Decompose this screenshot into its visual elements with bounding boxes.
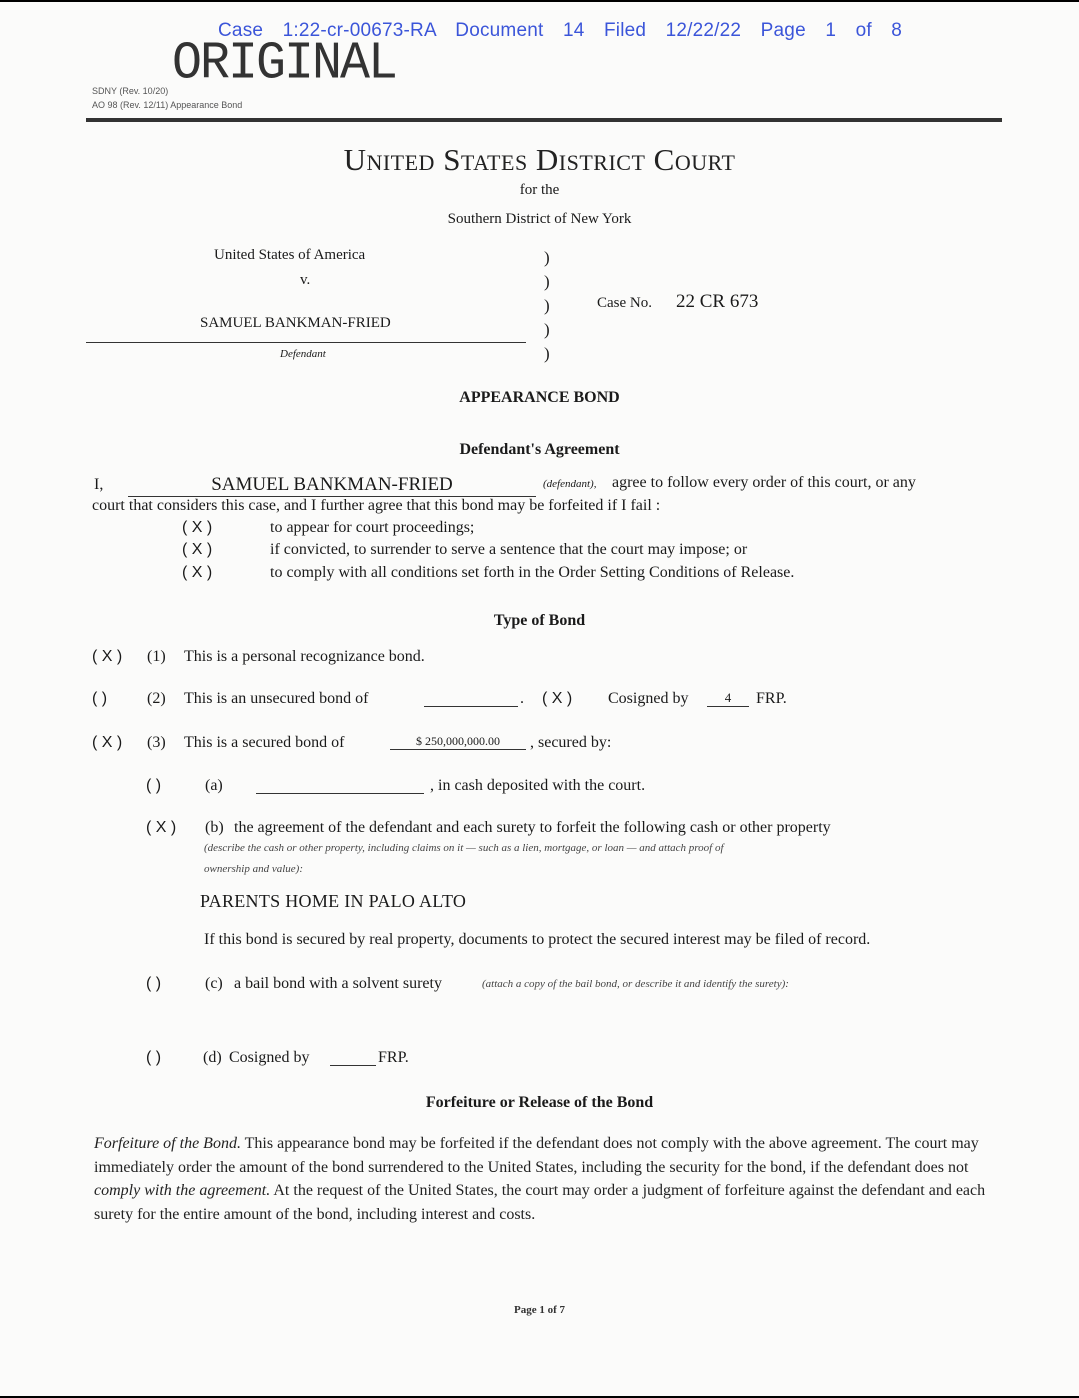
header-rule	[86, 118, 1002, 122]
agreement-line1: agree to follow every order of this court, or any	[612, 474, 916, 491]
bond-c-note: (attach a copy of the bail bond, or describe it and identify the surety):	[482, 978, 789, 990]
court-title: United States District Court	[343, 142, 736, 177]
forfeiture-paragraph	[94, 1132, 1004, 1226]
bond-title: APPEARANCE BOND	[459, 389, 620, 406]
caption-paren: )	[544, 344, 550, 363]
original-stamp: ORIGINAL	[172, 34, 397, 95]
bond-d-num: (d)	[203, 1049, 222, 1066]
bond-a-text: , in cash deposited with the court.	[430, 777, 646, 794]
bond-a-checkbox: ( )	[146, 777, 162, 794]
bond-2-after: .	[520, 690, 524, 707]
defendant-label: Defendant	[280, 348, 326, 360]
bond-b-note-2: ownership and value):	[204, 863, 303, 875]
bond-3-checkbox: ( X )	[92, 734, 123, 751]
type-of-bond-heading: Type of Bond	[493, 612, 586, 629]
agreement-defendant-name: SAMUEL BANKMAN-FRIED	[128, 474, 536, 497]
bond-d-frp: FRP.	[378, 1049, 409, 1066]
bond-d-checkbox: ( )	[146, 1049, 162, 1066]
filing-stamp: Case 1:22-cr-00673-RA Document 14 Filed 12/22/22 Page 1 of 8	[218, 20, 903, 41]
district: Southern District of New York	[447, 211, 632, 227]
form-code-2: AO 98 (Rev. 12/11) Appearance Bond	[92, 100, 243, 110]
caption-paren: )	[544, 272, 550, 291]
caption-defendant-name: SAMUEL BANKMAN-FRIED	[200, 315, 391, 331]
caption-paren: )	[544, 248, 550, 267]
case-no-label: Case No.	[597, 295, 652, 311]
agreement-heading: Defendant's Agreement	[459, 441, 620, 458]
caption-rule	[86, 342, 526, 343]
bond-2-cosign-value: 4	[707, 690, 749, 707]
for-the: for the	[519, 182, 560, 198]
bond-c-text: a bail bond with a solvent surety	[234, 975, 442, 992]
defendant-note: (defendant),	[543, 478, 597, 490]
agreement-checkbox-3: ( X )	[182, 564, 213, 581]
bond-1-num: (1)	[147, 648, 166, 665]
bond-c-num: (c)	[205, 975, 223, 992]
forfeiture-heading: Forfeiture or Release of the Bond	[425, 1094, 654, 1111]
versus: v.	[300, 272, 311, 288]
bond-2-num: (2)	[147, 690, 166, 707]
document-page	[0, 2, 1079, 1396]
bond-a-num: (a)	[205, 777, 223, 794]
bond-2-amount-blank	[424, 706, 518, 707]
forfeiture-text-2: At the request of the United States, the court may order a judgment of forfeiture against the defendant and each surety for the entire amount of the bond, including interest and costs.	[94, 1182, 986, 1223]
bond-b-real-property: If this bond is secured by real property, documents to protect the secured interest may be filed of record.	[204, 931, 871, 948]
bond-2-cosign-text: Cosigned by	[608, 690, 689, 707]
bond-2-checkbox: ( )	[92, 690, 108, 707]
forfeiture-text-1: This appearance bond may be forfeited if the defendant does not comply with the above agreement. The court may immediately order the amount of the bond surrendered to the United States, including the security for the bond, if the defendant does not	[94, 1135, 979, 1176]
bond-3-after: , secured by:	[530, 734, 612, 751]
page-footer: Page 1 of 7	[513, 1304, 565, 1316]
i-label: I,	[94, 476, 104, 493]
bond-d-blank	[330, 1065, 376, 1066]
agreement-item-1: to appear for court proceedings;	[270, 519, 475, 536]
bond-b-num: (b)	[205, 819, 224, 836]
bond-c-checkbox: ( )	[146, 975, 162, 992]
bond-b-text: the agreement of the defendant and each surety to forfeit the following cash or other property	[234, 819, 831, 836]
bond-3-num: (3)	[147, 734, 166, 751]
bond-1-checkbox: ( X )	[92, 648, 123, 665]
bond-a-blank	[256, 793, 424, 794]
bond-2-cosign-checkbox: ( X )	[542, 690, 573, 707]
bond-b-checkbox: ( X )	[146, 819, 177, 836]
agreement-checkbox-2: ( X )	[182, 541, 213, 558]
form-code-1: SDNY (Rev. 10/20)	[92, 86, 169, 96]
bond-b-property: PARENTS HOME IN PALO ALTO	[200, 891, 467, 911]
forfeiture-text-italic: comply with the agreement.	[94, 1182, 271, 1199]
caption-paren: )	[544, 296, 550, 315]
bond-3-amount: $ 250,000,000.00	[390, 734, 526, 750]
plaintiff: United States of America	[214, 247, 366, 263]
agreement-checkbox-1: ( X )	[182, 519, 213, 536]
agreement-line2: court that considers this case, and I further agree that this bond may be forfeited if I fail :	[92, 497, 661, 514]
bond-2-text: This is an unsecured bond of	[184, 690, 369, 707]
case-no-value: 22 CR 673	[676, 291, 759, 312]
agreement-item-3: to comply with all conditions set forth in the Order Setting Conditions of Release.	[270, 564, 795, 581]
bond-3-text: This is a secured bond of	[184, 734, 345, 751]
bond-2-frp: FRP.	[756, 690, 787, 707]
bond-b-note-1: (describe the cash or other property, including claims on it — such as a lien, mortgage, or loan — and attach proof of	[204, 842, 724, 854]
bond-d-text: Cosigned by	[229, 1049, 310, 1066]
caption-paren: )	[544, 320, 550, 339]
agreement-item-2: if convicted, to surrender to serve a sentence that the court may impose; or	[270, 541, 748, 558]
forfeiture-lead: Forfeiture of the Bond.	[94, 1135, 241, 1152]
bond-1-text: This is a personal recognizance bond.	[184, 648, 425, 665]
